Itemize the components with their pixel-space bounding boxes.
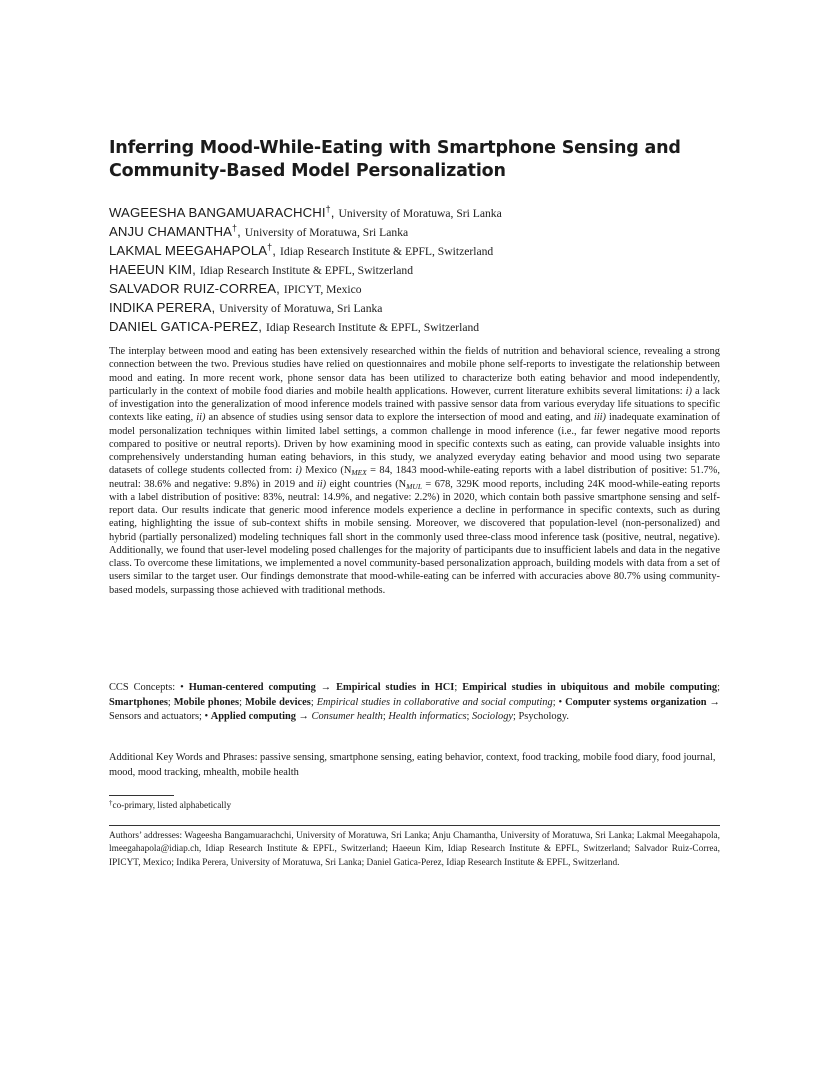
author-entry (109, 260, 720, 279)
co-primary-mark: † (232, 223, 238, 233)
author-affiliation: Idiap Research Institute & EPFL, Switzerland (199, 264, 413, 277)
author-list (109, 203, 720, 336)
author-entry (109, 317, 720, 336)
ccs-concepts: CCS Concepts: • Human-centered computing → Empirical studies in HCI; Empirical studies in ubiquitous and mobile computing; Smartphones; Mobile phones; Mobile devices; Empirical studies in collaborative and social computing; • Computer systems organization → Sensors and actuators; • Applied computing → Consumer health; Health informatics; Sociology; Psychology. (109, 682, 720, 722)
author-name: WAGEESHA BANGAMUARACHCHI†, (109, 204, 335, 220)
author-name: ANJU CHAMANTHA†, (109, 223, 241, 239)
title-line-1: Inferring Mood-While-Eating with Smartphone Sensing and (109, 138, 681, 158)
author-affiliation: IPICYT, Mexico (283, 283, 362, 296)
footnote: †co-primary, listed alphabetically (109, 799, 232, 810)
author-name: DANIEL GATICA-PEREZ, (109, 319, 262, 334)
addresses-rule (109, 825, 720, 826)
abstract: The interplay between mood and eating has been extensively researched within the fields of nutrition and behavioral science, revealing a strong connection between the two. Previous studies have relied on questionnaires and mobile phone self-reports to investigate the relationship between mood and eating. In more recent work, phone sensor data has been utilized to characterize both eating behavior and mood independently, particularly in the context of mobile food diaries and mobile health applications. However, current literature exhibits several limitations: i) a lack of investigation into the generalization of mood inference models trained with passive sensor data from various everyday life situations to specific contexts like eating, ii) an absence of studies using sensor data to explore the intersection of mood and eating, and iii) inadequate examination of model personalization techniques within limited label settings, a common challenge in mood inference (i.e., far fewer negative mood reports compared to positive or neutral reports). Driven by how examining mood in specific contexts such as eating, can provide valuable insights into comprehensively understanding human eating behaviors, in this study, we analyzed everyday eating behavior and mood using two separate datasets of college students collected from: i) Mexico ($N_{MEX} = 84$, 1843 mood-while-eating reports with a label distribution of positive: 51.7%, neutral: 38.6% and negative: 9.8%) in 2019 and ii) eight countries ($N_{MUL} = 678$, 329K mood reports, including 24K mood-while-eating reports with a label distribution of positive: 83%, neutral: 14.9%, and negative: 2.2%) in 2020, which contain both passive smartphone sensing and self-report data. Our results indicate that generic mood inference models experience a decline in performance in specific contexts, such as during eating, highlighting the issue of sub-context shifts in mobile sensing. Moreover, we discovered that population-level (non-personalized) and hybrid (partially personalized) modeling techniques fall short in the commonly used three-class mood inference task (positive, neutral, negative). Additionally, we found that user-level modeling posed challenges for the majority of participants due to insufficient labels and data in the negative class. To overcome these limitations, we implemented a novel community-based personalization approach, building models with data from a set of users similar to the target user. Our findings demonstrate that mood-while-eating can be inferred with accuracies above 80.7% using community-based models, surpassing those achieved with traditional methods. (109, 346, 721, 596)
keywords: Additional Key Words and Phrases: passive sensing, smartphone sensing, eating behavior, context, food tracking, mobile food diary, food journal, mood, mood tracking, mhealth, mobile health (109, 752, 716, 778)
author-addresses: Authors’ addresses: Wageesha Bangamuarachchi, University of Moratuwa, Sri Lanka; Anju Chamantha, University of Moratuwa, Sri Lanka; Lakmal Meegahapola, lmeegahapola@idiap.ch, Idiap Research Institute & EPFL, Switzerland; Haeeun Kim, Idiap Research Institute & EPFL, Switzerland; Salvador Ruiz-Correa, IPICYT, Mexico; Indika Perera, University of Moratuwa, Sri Lanka; Daniel Gatica-Perez, Idiap Research Institute & EPFL, Switzerland. (109, 831, 720, 868)
footnote-rule (109, 795, 174, 796)
author-entry (109, 298, 720, 317)
author-name: INDIKA PERERA, (109, 300, 216, 315)
author-affiliation: University of Moratuwa, Sri Lanka (244, 226, 409, 239)
author-affiliation: University of Moratuwa, Sri Lanka (219, 302, 383, 315)
author-entry (109, 222, 720, 241)
author-entry (109, 241, 720, 260)
author-affiliation: University of Moratuwa, Sri Lanka (338, 207, 502, 220)
paper-title (109, 137, 720, 183)
title-line-2: Community-Based Model Personalization (109, 161, 506, 181)
co-primary-mark: † (267, 242, 273, 252)
author-affiliation: Idiap Research Institute & EPFL, Switzerland (280, 245, 494, 258)
author-entry (109, 203, 720, 222)
author-name: LAKMAL MEEGAHAPOLA†, (109, 242, 277, 258)
author-entry (109, 279, 720, 298)
author-name: HAEEUN KIM, (109, 262, 196, 277)
author-affiliation: Idiap Research Institute & EPFL, Switzerland (265, 321, 480, 334)
author-name: SALVADOR RUIZ-CORREA, (109, 281, 280, 296)
footnote-mark: † (109, 799, 113, 807)
co-primary-mark: † (325, 204, 331, 214)
